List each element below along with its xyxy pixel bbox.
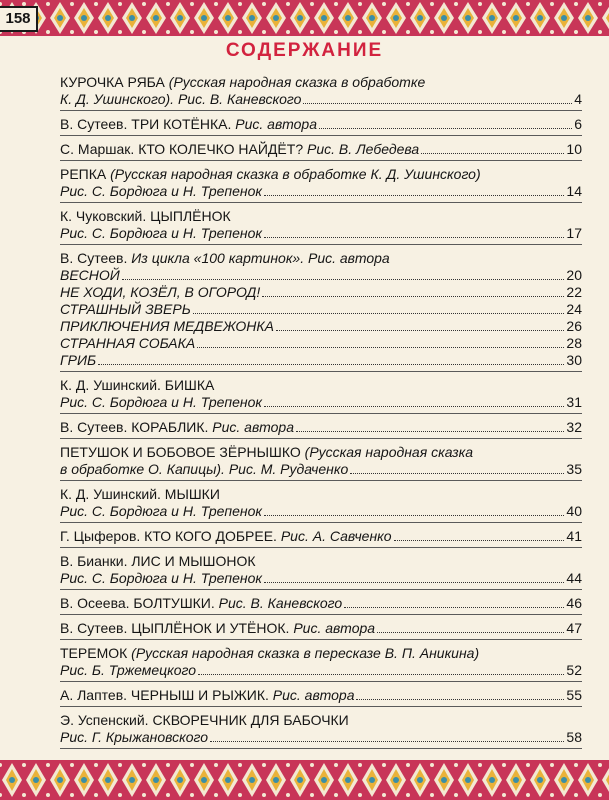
page-ref: 17 <box>566 225 582 241</box>
dot-leader <box>394 529 565 541</box>
dot-leader <box>344 596 564 608</box>
toc-entry[interactable] <box>60 595 582 612</box>
dot-leader <box>296 420 564 432</box>
entry-line-2 <box>60 662 582 679</box>
dot-leader <box>197 336 564 348</box>
dot-leader <box>319 117 572 129</box>
entry-line-1 <box>60 553 582 570</box>
dot-leader <box>303 92 572 104</box>
dot-leader <box>264 395 564 407</box>
page-ref: 35 <box>566 461 582 477</box>
toc-entry[interactable] <box>60 208 582 242</box>
entry-line-1 <box>60 645 582 662</box>
entry-title: В. Сутеев. ЦЫПЛЁНОК И УТЁНОК. <box>60 620 294 636</box>
entry-note: (Русская народная сказка в обработке К. Д. Ушинского) <box>110 166 481 182</box>
page-ref: 31 <box>566 394 582 410</box>
entry-title: Г. Цыферов. КТО КОГО ДОБРЕЕ. <box>60 528 281 544</box>
entry-line-1 <box>60 208 582 225</box>
entry-credit: Рис. В. Лебедева <box>307 141 420 157</box>
subentry-title: ВЕСНОЙ <box>60 267 120 283</box>
entry-line <box>60 419 582 436</box>
entry-line-1 <box>60 486 582 503</box>
entry-credit: Рис. автора <box>272 687 355 703</box>
entry-line-2 <box>60 461 582 478</box>
toc-entry[interactable] <box>60 528 582 545</box>
entry-title: А. Лаптев. ЧЕРНЫШ И РЫЖИК. <box>60 687 273 703</box>
entry-line-2 <box>60 729 582 746</box>
dot-leader <box>264 226 564 238</box>
dot-leader <box>198 663 564 675</box>
toc-entry[interactable] <box>60 166 582 200</box>
entry-divider <box>60 522 582 523</box>
entry-line-1 <box>60 74 582 91</box>
entry-divider <box>60 681 582 682</box>
subentry-title: ГРИБ <box>60 352 97 368</box>
toc-entry[interactable] <box>60 620 582 637</box>
entry-divider <box>60 639 582 640</box>
entry-divider <box>60 244 582 245</box>
entry-line-2 <box>60 225 582 242</box>
dot-leader <box>264 571 564 583</box>
toc-entry[interactable] <box>60 486 582 520</box>
page-ref: 4 <box>574 91 582 107</box>
toc-entry[interactable] <box>60 553 582 587</box>
entry-title: В. Бианки. ЛИС И МЫШОНОК <box>60 553 256 569</box>
entry-line-1 <box>60 377 582 394</box>
entry-credit: Рис. С. Бордюга и Н. Трепенок <box>60 225 262 241</box>
entry-line <box>60 141 582 158</box>
dot-leader <box>98 353 564 365</box>
entry-line-2 <box>60 503 582 520</box>
toc-subentry[interactable] <box>60 335 582 352</box>
table-of-contents <box>60 74 582 754</box>
entry-divider <box>60 160 582 161</box>
page-ref: 52 <box>566 662 582 678</box>
page-ref: 55 <box>566 687 582 703</box>
entry-credit: Рис. Г. Крыжановского <box>60 729 209 745</box>
entry-divider <box>60 706 582 707</box>
entry-title: Э. Успенский. СКВОРЕЧНИК ДЛЯ БАБОЧКИ <box>60 712 349 728</box>
entry-divider <box>60 748 582 749</box>
subentry-title: СТРАННАЯ СОБАКА <box>60 335 196 351</box>
toc-entry[interactable] <box>60 687 582 704</box>
entry-title: КУРОЧКА РЯБА <box>60 74 169 90</box>
page-ref: 32 <box>566 419 582 435</box>
entry-credit: Рис. А. Савченко <box>280 528 392 544</box>
entry-line-2 <box>60 183 582 200</box>
dot-leader <box>210 730 564 742</box>
top-ornament-border <box>0 0 609 36</box>
page-ref: 58 <box>566 729 582 745</box>
entry-credit: Рис. автора <box>212 419 294 435</box>
entry-title: ПЕТУШОК И БОБОВОЕ ЗЁРНЫШКО <box>60 444 305 460</box>
page-ref: 10 <box>566 141 582 157</box>
subentry-title: ПРИКЛЮЧЕНИЯ МЕДВЕЖОНКА <box>60 318 275 334</box>
entry-divider <box>60 135 582 136</box>
entry-credit: Рис. С. Бордюга и Н. Трепенок <box>60 183 262 199</box>
entry-line-1 <box>60 444 582 461</box>
toc-entry[interactable] <box>60 250 582 369</box>
subentry-title: СТРАШНЫЙ ЗВЕРЬ <box>60 301 191 317</box>
entry-title: К. Д. Ушинский. БИШКА <box>60 377 215 393</box>
page-ref: 6 <box>574 116 582 132</box>
subentry-title: НЕ ХОДИ, КОЗЁЛ, В ОГОРОД! <box>60 284 261 300</box>
dot-leader <box>350 462 564 474</box>
entry-heading <box>60 250 582 267</box>
entry-line-1 <box>60 166 582 183</box>
toc-entry[interactable] <box>60 645 582 679</box>
dot-leader <box>377 621 564 633</box>
entry-line <box>60 687 582 704</box>
entry-divider <box>60 371 582 372</box>
toc-entry[interactable] <box>60 712 582 746</box>
entry-title: К. Д. Ушинский. МЫШКИ <box>60 486 220 502</box>
entry-credit: Рис. автора <box>293 620 376 636</box>
entry-line-2 <box>60 570 582 587</box>
page-ref: 24 <box>566 301 582 317</box>
toc-entry[interactable] <box>60 141 582 158</box>
entry-title: В. Сутеев. КОРАБЛИК. <box>60 419 213 435</box>
toc-subentry[interactable] <box>60 318 582 335</box>
entry-divider <box>60 614 582 615</box>
entry-line <box>60 528 582 545</box>
dot-leader <box>264 504 564 516</box>
entry-credit: Рис. С. Бордюга и Н. Трепенок <box>60 503 262 519</box>
entry-title: РЕПКА <box>60 166 111 182</box>
entry-line-1 <box>60 712 582 729</box>
page-ref: 28 <box>566 335 582 351</box>
toc-subentry[interactable] <box>60 301 582 318</box>
toc-entry[interactable] <box>60 377 582 411</box>
entry-divider <box>60 202 582 203</box>
entry-note: Из цикла «100 картинок». Рис. автора <box>131 250 390 266</box>
toc-subentry[interactable] <box>60 352 582 369</box>
dot-leader <box>356 688 564 700</box>
entry-line-2 <box>60 91 582 108</box>
entry-title: С. Маршак. КТО КОЛЕЧКО НАЙДЁТ? <box>60 141 307 157</box>
entry-title: В. Сутеев. ТРИ КОТЁНКА. <box>60 116 236 132</box>
dot-leader <box>421 142 564 154</box>
page-ref: 14 <box>566 183 582 199</box>
entry-credit: Рис. С. Бордюга и Н. Трепенок <box>60 570 262 586</box>
page-ref: 26 <box>566 318 582 334</box>
entry-credit: в обработке О. Капицы). Рис. М. Рудаченко <box>60 461 349 477</box>
dot-leader <box>276 319 564 331</box>
page-ref: 30 <box>566 352 582 368</box>
page-ref: 41 <box>566 528 582 544</box>
entry-line <box>60 116 582 133</box>
toc-entry[interactable] <box>60 419 582 436</box>
page-ref: 46 <box>566 595 582 611</box>
page-number: 158 <box>0 6 38 32</box>
entry-divider <box>60 589 582 590</box>
dot-leader <box>262 285 564 297</box>
entry-note: (Русская народная сказка в обработке <box>168 74 426 90</box>
entry-note: (Русская народная сказка <box>304 444 474 460</box>
bottom-ornament-pattern <box>0 760 609 800</box>
entry-divider <box>60 547 582 548</box>
page-ref: 22 <box>566 284 582 300</box>
bottom-ornament-border <box>0 760 609 800</box>
top-ornament-pattern <box>0 0 609 36</box>
entry-credit: Рис. В. Каневского <box>218 595 343 611</box>
page-title: СОДЕРЖАНИЕ <box>225 40 384 61</box>
entry-author: В. Сутеев. <box>60 250 132 266</box>
entry-credit: Рис. Б. Тржемецкого <box>60 662 197 678</box>
dot-leader <box>122 268 565 280</box>
toc-subentry[interactable] <box>60 284 582 301</box>
entry-credit: Рис. автора <box>235 116 317 132</box>
entry-title: ТЕРЕМОК <box>60 645 132 661</box>
toc-subentry[interactable] <box>60 267 582 284</box>
entry-divider <box>60 413 582 414</box>
toc-entry[interactable] <box>60 116 582 133</box>
entry-divider <box>60 110 582 111</box>
entry-line <box>60 595 582 612</box>
entry-divider <box>60 480 582 481</box>
entry-line <box>60 620 582 637</box>
toc-entry[interactable] <box>60 74 582 108</box>
page-ref: 20 <box>566 267 582 283</box>
page-ref: 40 <box>566 503 582 519</box>
entry-title: В. Осеева. БОЛТУШКИ. <box>60 595 219 611</box>
toc-entry[interactable] <box>60 444 582 478</box>
entry-title: К. Чуковский. ЦЫПЛЁНОК <box>60 208 231 224</box>
page-ref: 47 <box>566 620 582 636</box>
dot-leader <box>264 184 564 196</box>
entry-credit: Рис. С. Бордюга и Н. Трепенок <box>60 394 262 410</box>
entry-credit: К. Д. Ушинского). Рис. В. Каневского <box>60 91 302 107</box>
page-ref: 44 <box>566 570 582 586</box>
entry-note: (Русская народная сказка в пересказе В. П. Аникина) <box>131 645 480 661</box>
dot-leader <box>193 302 565 314</box>
entry-line-2 <box>60 394 582 411</box>
entry-divider <box>60 438 582 439</box>
